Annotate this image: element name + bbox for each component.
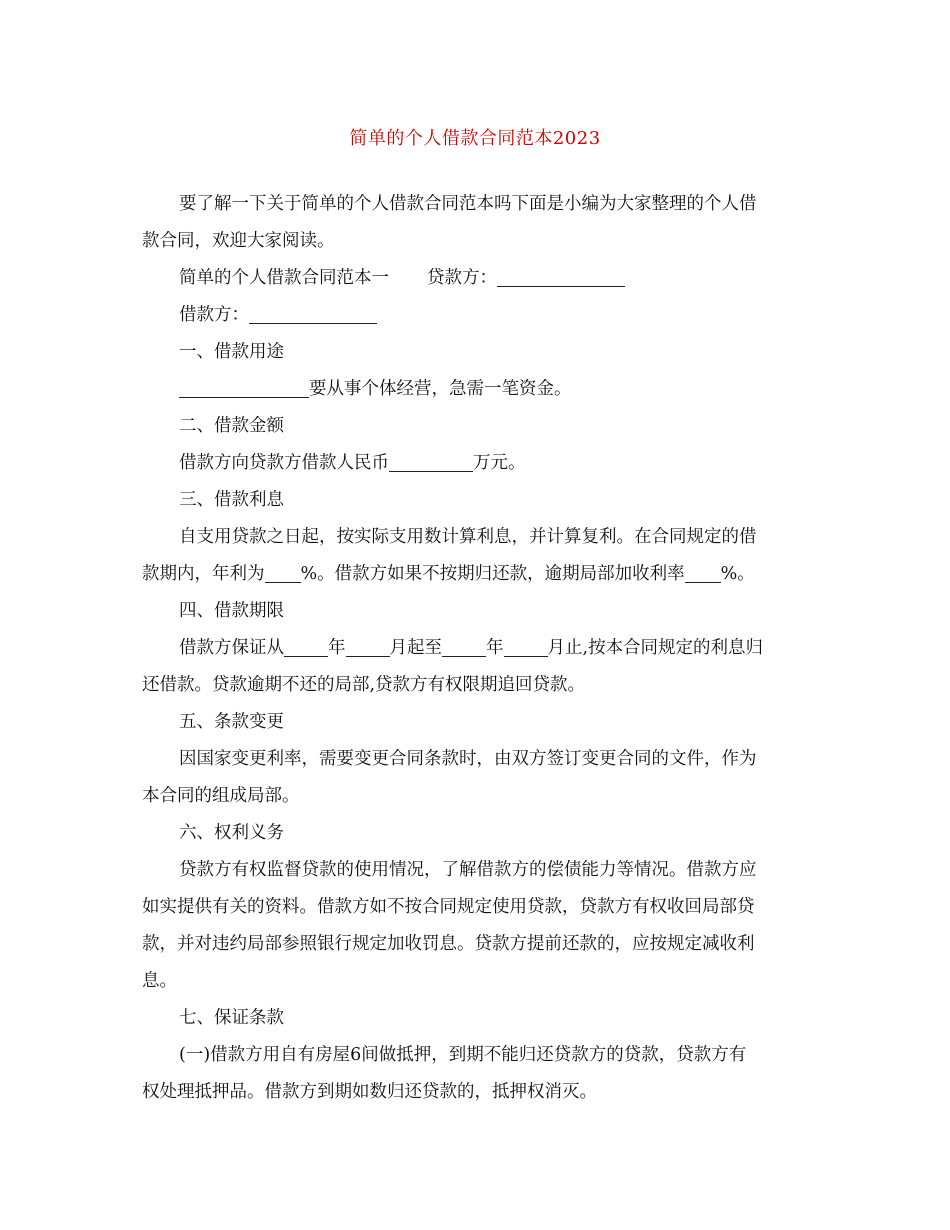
section-7-line-2: 权处理抵押品。借款方到期如数归还贷款的，抵押权消灭。	[142, 1082, 597, 1102]
section-4-line-1	[142, 630, 808, 667]
contract-subtitle: 简单的个人借款合同范本一	[179, 268, 389, 288]
start-month-blank	[346, 638, 390, 657]
interest-text-b: %。借款方如果不按期归还款，逾期局部加收利率	[300, 564, 685, 584]
intro-line-2: 款合同，欢迎大家阅读。	[142, 231, 335, 251]
borrower-blank	[249, 305, 377, 324]
purpose-text: 要从事个体经营，急需一笔资金。	[309, 379, 572, 399]
intro-line-1: 要了解一下关于简单的个人借款合同范本吗下面是小编为大家整理的个人借	[179, 194, 757, 214]
borrower-line	[142, 297, 808, 334]
section-6-line-2: 如实提供有关的资料。借款方如不按合同规定使用贷款，贷款方有权收回局部贷	[142, 897, 755, 917]
section-2-text	[142, 445, 808, 482]
amount-blank	[389, 453, 473, 472]
end-year-blank	[442, 638, 486, 657]
section-3-line-2	[142, 556, 808, 593]
penalty-rate-blank	[685, 564, 721, 583]
section-5-line-1: 因国家变更利率，需要变更合同条款时，由双方签订变更合同的文件，作为	[179, 749, 757, 769]
amount-text-a: 借款方向贷款方借款人民币	[179, 453, 389, 473]
term-text-e: 月止,按本合同规定的利息归	[547, 638, 764, 658]
term-text-a: 借款方保证从	[179, 638, 284, 658]
section-7-line-1: (一)借款方用自有房屋6间做抵押，到期不能归还贷款方的贷款，贷款方有	[179, 1045, 747, 1065]
lender-blank	[497, 268, 625, 287]
section-6-line-3: 款，并对违约局部参照银行规定加收罚息。贷款方提前还款的，应按规定减收利	[142, 934, 755, 954]
start-year-blank	[284, 638, 328, 657]
term-text-d: 年	[486, 638, 504, 658]
section-7-heading: 七、保证条款	[179, 1008, 284, 1028]
section-5-line-2: 本合同的组成局部。	[142, 786, 300, 806]
contract-heading-line	[142, 260, 808, 297]
purpose-blank	[179, 379, 309, 398]
section-6-line-4: 息。	[142, 971, 177, 991]
interest-text-c: %。	[720, 564, 755, 584]
section-5-heading: 五、条款变更	[179, 712, 284, 732]
borrower-label: 借款方：	[179, 305, 249, 325]
term-text-c: 月起至	[389, 638, 442, 658]
amount-text-b: 万元。	[473, 453, 526, 473]
section-4-line-2: 还借款。贷款逾期不还的局部,贷款方有权限期追回贷款。	[142, 675, 586, 695]
section-3-heading: 三、借款利息	[179, 490, 284, 510]
annual-rate-blank	[265, 564, 301, 583]
interest-text-a: 款期内，年利为	[142, 564, 265, 584]
section-6-heading: 六、权利义务	[179, 823, 284, 843]
end-month-blank	[504, 638, 548, 657]
section-3-line-1: 自支用贷款之日起，按实际支用数计算利息，并计算复利。在合同规定的借	[179, 527, 757, 547]
lender-label: 贷款方：	[427, 268, 497, 288]
section-2-heading: 二、借款金额	[179, 416, 284, 436]
document-body	[142, 186, 808, 1111]
term-text-b: 年	[328, 638, 346, 658]
section-1-heading: 一、借款用途	[179, 342, 284, 362]
section-1-text	[142, 371, 808, 408]
document-title: 简单的个人借款合同范本2023	[349, 128, 601, 149]
section-6-line-1: 贷款方有权监督贷款的使用情况，了解借款方的偿债能力等情况。借款方应	[179, 860, 757, 880]
section-4-heading: 四、借款期限	[179, 601, 284, 621]
